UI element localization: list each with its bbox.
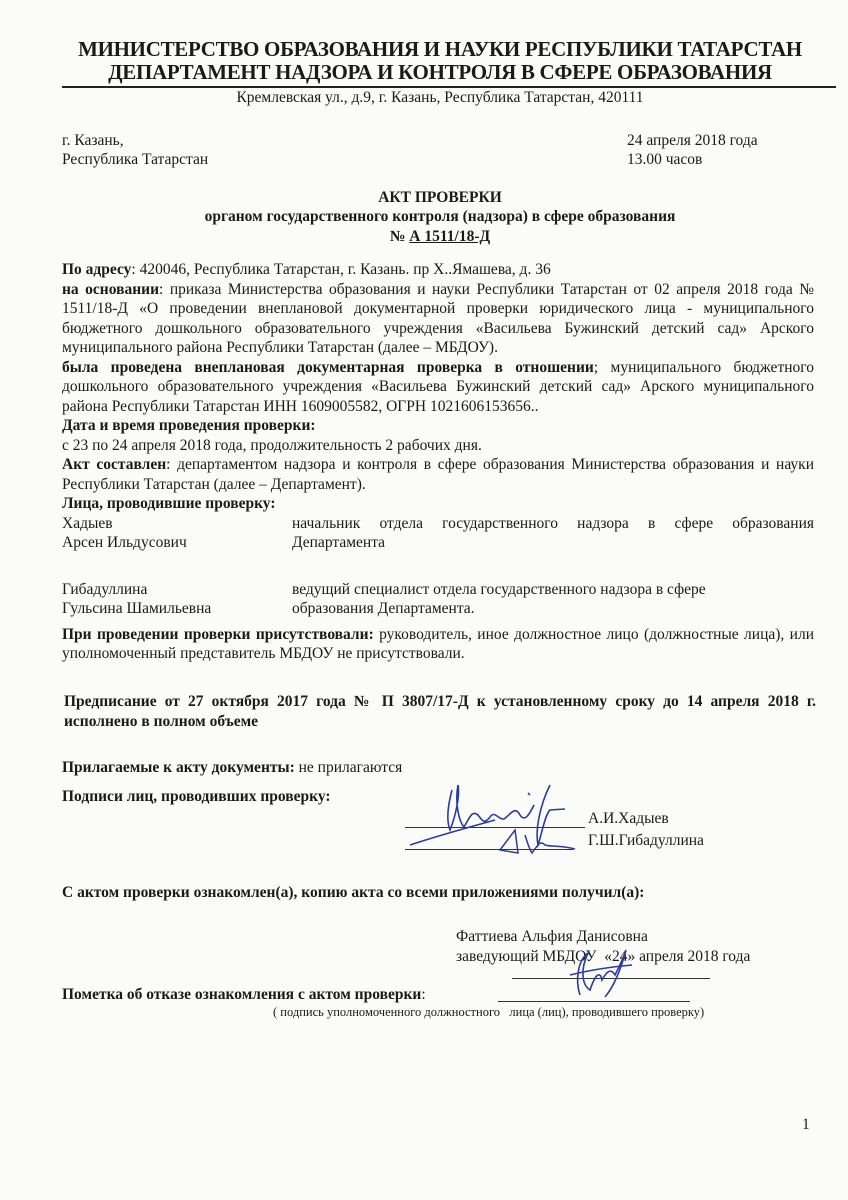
inspection-label: была проведена внеплановая документарная проверка в отношении [62, 358, 594, 376]
inspector-surname: Гибадуллина [62, 580, 148, 598]
act-subtitle: органом государственного контроля (надзора) в сфере образования [204, 208, 676, 225]
signer-2: Г.Ш.Гибадуллина [588, 832, 704, 849]
act-date: 24 апреля 2018 года [627, 132, 758, 149]
number-sign: № [389, 228, 410, 245]
refusal-label-text: Пометка об отказе ознакомления с актом проверки [62, 986, 422, 1003]
address-value: : 420046, Республика Татарстан, г. Казань. пр Х..Ямашева, д. 36 [131, 261, 551, 278]
attached-paragraph [62, 758, 402, 778]
inspector-row [62, 599, 814, 619]
inspector-name: Гульсина Шамильевна [62, 600, 212, 617]
inspectors-label-text: Лица, проводившие проверку: [62, 495, 276, 512]
refusal-colon: : [421, 986, 426, 1003]
inspector-surname: Хадыев [62, 514, 113, 532]
act-body [62, 260, 814, 664]
composed-paragraph [62, 455, 814, 494]
basis-paragraph [62, 280, 814, 358]
inspector-row [62, 580, 814, 600]
header-rule [62, 86, 836, 88]
inspectors-label [62, 494, 814, 514]
head-position-date: заведующий МБДОУ «24» апреля 2018 года [456, 948, 751, 965]
prescription-paragraph: Предписание от 27 октября 2017 года № П 3807/17-Д к установленному сроку до 14 апреля 2018 г. исполнено в полном объеме [64, 693, 816, 730]
dates-value: с 23 по 24 апреля 2018 года, продолжительность 2 рабочих дня. [62, 436, 482, 454]
act-number [40, 227, 840, 247]
inspector-name: Арсен Ильдусович [62, 534, 187, 551]
present-value: руководитель, иное должностное лицо (должностные лица), или уполномоченный представитель МБДОУ не присутствовали. [62, 625, 815, 662]
act-title: АКТ ПРОВЕРКИ [378, 189, 502, 206]
inspector-row [62, 514, 814, 534]
inspector-position: начальник отдела государственного надзора в сфере образования [292, 514, 814, 532]
attached-value: не прилагаются [294, 759, 403, 776]
refusal-caption: ( подпись уполномоченного должностного лица (лиц), проводившего проверку) [273, 1005, 705, 1019]
inspector-row [62, 533, 814, 553]
place-region: Республика Татарстан [62, 151, 209, 168]
address-label: По адресу [62, 261, 132, 278]
present-paragraph [62, 625, 814, 664]
department-address: Кремлевская ул., д.9, г. Казань, Республика Татарстан, 420111 [236, 89, 644, 106]
refusal-signature-line [498, 1001, 690, 1002]
acquainted-label: С актом проверки ознакомлен(а), копию акта со всеми приложениями получил(а): [62, 884, 645, 901]
dates-label: Дата и время проведения проверки: [62, 417, 316, 434]
composed-value: : департаментом надзора и контроля в сфере образования Министерства образования и науки Республики Татарстан (далее – Департамент). [62, 456, 814, 493]
attached-label: Прилагаемые к акту документы: [62, 759, 295, 776]
signatures-label: Подписи лиц, проводивших проверку: [62, 788, 331, 805]
page-number: 1 [802, 1116, 810, 1133]
address-paragraph [62, 260, 814, 280]
inspector-position-cont: Департамента [292, 534, 386, 551]
composed-label: Акт составлен [62, 456, 167, 473]
present-label: При проведении проверки присутствовали: [62, 625, 374, 643]
head-name: Фаттиева Альфия Данисовна [456, 928, 648, 945]
inspection-paragraph [62, 358, 814, 417]
refusal-label [62, 985, 426, 1005]
signer-1: А.И.Хадыев [588, 810, 669, 827]
act-number-value: А 1511/18-Д [409, 228, 491, 245]
act-time: 13.00 часов [627, 151, 703, 168]
signature-head-icon [560, 945, 640, 1000]
basis-value: : приказа Министерства образования и науки Республики Татарстан от 02 апреля 2018 года № 1511/18-Д «О проведении внеплановой документарной проверки юридического лица - муниципального бюджетного дошкольного образовательного учреждения «Васильева Бужинский детский сад» Арского муниципального района Республики Татарстан (далее – МБДОУ). [62, 280, 814, 356]
inspector-position: ведущий специалист отдела государственного надзора в сфере [292, 580, 706, 598]
basis-label: на основании [62, 280, 160, 298]
department-title: ДЕПАРТАМЕНТ НАДЗОРА И КОНТРОЛЯ В СФЕРЕ ОБРАЗОВАНИЯ [108, 60, 772, 84]
signature-hadyev-icon [400, 775, 590, 860]
place-city: г. Казань, [62, 132, 124, 149]
ministry-title: МИНИСТЕРСТВО ОБРАЗОВАНИЯ И НАУКИ РЕСПУБЛИКИ ТАТАРСТАН [78, 37, 802, 61]
dates-paragraph [62, 416, 814, 436]
inspection-value: ; муниципального бюджетного дошкольного образовательного учреждения «Васильева Бужинский детский сад» Арского муниципального района Республики Татарстан ИНН 1609005582, ОГРН 1021606153656.. [62, 358, 814, 415]
inspector-position-cont: образования Департамента. [292, 600, 475, 617]
